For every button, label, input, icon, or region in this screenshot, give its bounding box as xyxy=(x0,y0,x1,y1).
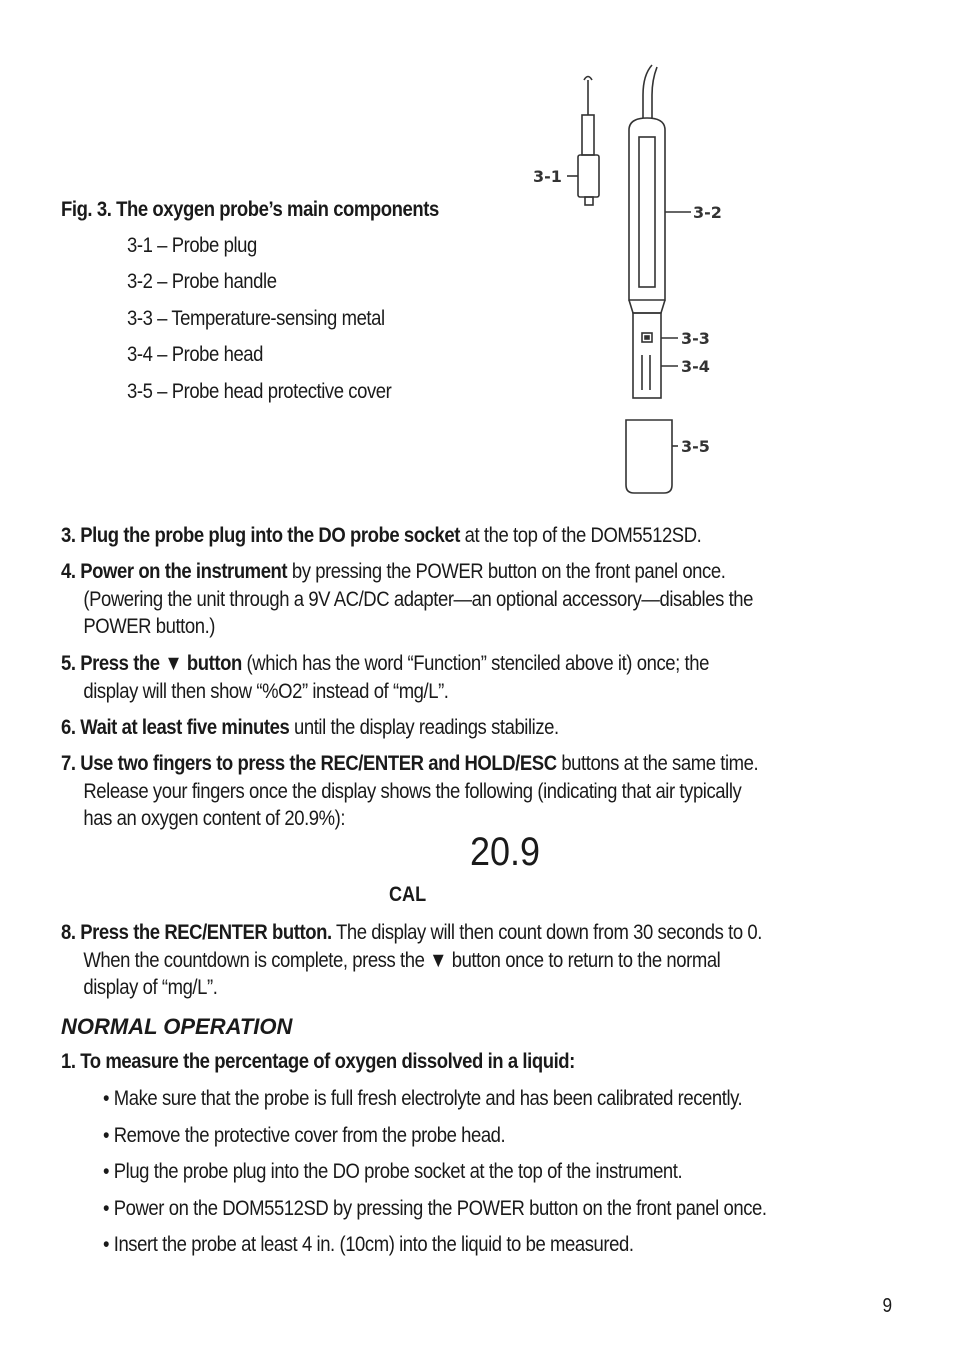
step-4: 4. Power on the instrument by pressing the POWER button on the front panel once. (Powering the unit through a 9V AC/DC adapter—an optional accessory—disables the POWER button.) xyxy=(61,559,754,638)
callout-3-4: 3-4 xyxy=(681,357,710,376)
display-cal-label: CAL xyxy=(389,883,427,906)
callout-3-3: 3-3 xyxy=(681,329,710,348)
component-item: 3-1 – Probe plug xyxy=(127,233,257,257)
figure-title: Fig. 3. The oxygen probe’s main components xyxy=(61,197,439,221)
oxygen-probe-diagram xyxy=(525,55,725,500)
bullet-item: • Make sure that the probe is full fresh electrolyte and has been calibrated recently. xyxy=(103,1086,743,1110)
protective-cover-shape xyxy=(626,420,672,493)
step-5: 5. Press the ▼ button (which has the word “Function” stenciled above it) once; the display will then show “%O2” instead of “mg/L”. xyxy=(61,651,709,703)
component-item: 3-2 – Probe handle xyxy=(127,269,277,293)
callout-3-1: 3-1 xyxy=(533,167,562,186)
bullet-item: • Plug the probe plug into the DO probe socket at the top of the instrument. xyxy=(103,1159,683,1183)
probe-head-shape xyxy=(633,313,661,398)
probe-handle-shape xyxy=(629,118,665,300)
bullet-item: • Power on the DOM5512SD by pressing the POWER button on the front panel once. xyxy=(103,1196,767,1220)
callout-3-2: 3-2 xyxy=(693,203,722,222)
step-7: 7. Use two fingers to press the REC/ENTER and HOLD/ESC buttons at the same time. Release your fingers once the display shows the following (indicating that air typically has an oxygen content of 20.9%): xyxy=(61,751,759,830)
section-item: 1. To measure the percentage of oxygen dissolved in a liquid: xyxy=(61,1049,575,1073)
step-3: 3. Plug the probe plug into the DO probe socket at the top of the DOM5512SD. xyxy=(61,523,702,547)
page-number: 9 xyxy=(882,1295,892,1317)
callout-3-5: 3-5 xyxy=(681,437,710,456)
bullet-item: • Remove the protective cover from the probe head. xyxy=(103,1123,506,1147)
component-item: 3-3 – Temperature-sensing metal xyxy=(127,306,385,330)
step-8: 8. Press the REC/ENTER button. The display will then count down from 30 seconds to 0. When the countdown is complete, press the ▼ button once to return to the normal display of “mg/L”. xyxy=(61,920,762,999)
bullet-item: • Insert the probe at least 4 in. (10cm) into the liquid to be measured. xyxy=(103,1232,634,1256)
display-value: 20.9 xyxy=(470,830,541,874)
step-6: 6. Wait at least five minutes until the display readings stabilize. xyxy=(61,715,559,739)
probe-plug-shape xyxy=(578,155,599,197)
component-item: 3-4 – Probe head xyxy=(127,342,264,366)
component-item: 3-5 – Probe head protective cover xyxy=(127,379,392,403)
section-heading: NORMAL OPERATION xyxy=(61,1014,293,1039)
plug-neck xyxy=(582,115,594,155)
